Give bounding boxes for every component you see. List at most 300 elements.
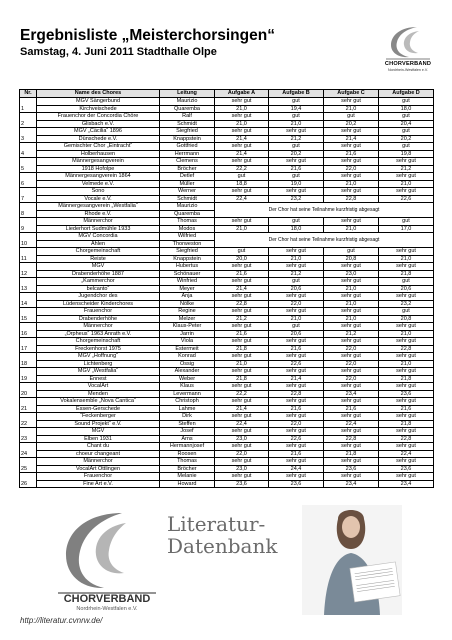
score-b: sehr gut: [269, 188, 324, 196]
choir-name: Männergesangverein 1864: [37, 173, 160, 181]
choir-number: 13: [20, 278, 37, 293]
score-d: 21,8: [379, 270, 434, 278]
score-a: 21,6: [215, 270, 269, 278]
table-row: [20, 300, 434, 308]
choir-name: Männerchor: [37, 218, 160, 226]
score-d: 21,0: [379, 360, 434, 368]
choir-name: Frauenchor der Concordia Chöre: [37, 113, 160, 121]
choir-number: 24: [20, 443, 37, 458]
choir-conductor: Klaus: [160, 383, 215, 391]
choir-conductor: Herrmann: [160, 150, 215, 158]
score-d: 22,6: [379, 195, 434, 203]
score-c: 21,0: [324, 225, 379, 233]
score-c: sehr gut: [324, 98, 379, 106]
score-c: 21,2: [324, 330, 379, 338]
score-b: 23,2: [269, 195, 324, 203]
choir-name: Männerchor: [37, 458, 160, 466]
score-d: sehr gut: [379, 293, 434, 301]
score-a: 22,2: [215, 165, 269, 173]
score-c: gut: [324, 248, 379, 256]
score-b: sehr gut: [269, 398, 324, 406]
choir-conductor: Weber: [160, 375, 215, 383]
score-b: 21,0: [269, 255, 324, 263]
choir-conductor: Bröcher: [160, 165, 215, 173]
choir-conductor: Estermeit: [160, 345, 215, 353]
choir-conductor: Maurizio: [160, 98, 215, 106]
score-a: 22,8: [215, 300, 269, 308]
score-b: gut: [269, 323, 324, 331]
score-c: 21,0: [324, 180, 379, 188]
choir-name: Chorgemeinschaft: [37, 248, 160, 256]
score-a: 22,2: [215, 390, 269, 398]
score-b: gut: [269, 143, 324, 151]
table-row: [20, 420, 434, 428]
score-c: sehr gut: [324, 398, 379, 406]
table-row: [20, 480, 434, 488]
score-c: 22,4: [324, 420, 379, 428]
choir-name: Liederhort Sudmühle 1933: [37, 225, 160, 233]
choir-name: Frauenchor: [37, 473, 160, 481]
choir-conductor: Siegfried: [160, 128, 215, 136]
score-a: sehr gut: [215, 128, 269, 136]
score-a: gut: [215, 248, 269, 256]
score-a: 21,8: [215, 345, 269, 353]
score-d: 22,8: [379, 345, 434, 353]
score-a: sehr gut: [215, 218, 269, 226]
score-a: 21,6: [215, 330, 269, 338]
table-row: [20, 180, 434, 188]
score-a: sehr gut: [215, 158, 269, 166]
choir-number: 4: [20, 143, 37, 158]
chorverband-swoosh-icon: [383, 23, 433, 61]
score-d: sehr gut: [379, 323, 434, 331]
score-d: 19,8: [379, 150, 434, 158]
score-c: sehr gut: [324, 308, 379, 316]
table-row: [20, 315, 434, 323]
choir-name: Essen-Gerschede: [37, 405, 160, 413]
score-b: sehr gut: [269, 458, 324, 466]
choir-conductor: Knappstein: [160, 135, 215, 143]
score-d: 23,2: [379, 300, 434, 308]
table-row: [20, 360, 434, 368]
table-row: [20, 323, 434, 331]
score-d: sehr gut: [379, 443, 434, 451]
score-a: sehr gut: [215, 188, 269, 196]
score-a: sehr gut: [215, 323, 269, 331]
score-c: sehr gut: [324, 173, 379, 181]
score-c: sehr gut: [324, 323, 379, 331]
column-header: Aufgabe B: [269, 90, 324, 98]
score-a: 21,4: [215, 405, 269, 413]
score-d: sehr gut: [379, 353, 434, 361]
score-c: sehr gut: [324, 218, 379, 226]
score-a: sehr gut: [215, 413, 269, 421]
footer-url[interactable]: http://literatur.cvnrw.de/: [20, 616, 103, 625]
choir-conductor: Schmidt: [160, 120, 215, 128]
table-row: [20, 353, 434, 361]
singer-photo: [302, 505, 402, 615]
choir-name: Ahlen: [37, 240, 160, 248]
choir-conductor: Melzer: [160, 315, 215, 323]
logo-brand: CHORVERBAND: [384, 61, 432, 67]
table-row: [20, 158, 434, 166]
column-header: Aufgabe D: [379, 90, 434, 98]
table-row: [20, 413, 434, 421]
score-b: 21,4: [269, 375, 324, 383]
table-row: [20, 368, 434, 376]
score-a: 23,0: [215, 435, 269, 443]
score-a: sehr gut: [215, 398, 269, 406]
table-row: [20, 375, 434, 383]
score-a: 21,0: [215, 360, 269, 368]
choir-number: 15: [20, 308, 37, 323]
choir-name: MGV „Hoffnung“: [37, 353, 160, 361]
table-row: [20, 135, 434, 143]
page-title: Ergebnisliste „Meisterchorsingen“: [20, 27, 275, 44]
choir-conductor: Klaus-Peter: [160, 323, 215, 331]
score-c: 20,8: [324, 255, 379, 263]
choir-number: 3: [20, 128, 37, 143]
score-d: 21,6: [379, 405, 434, 413]
chorverband-banner-logo: [52, 505, 162, 615]
score-c: 21,0: [324, 315, 379, 323]
choir-number: 23: [20, 428, 37, 443]
score-b: sehr gut: [269, 158, 324, 166]
score-c: sehr gut: [324, 443, 379, 451]
score-b: 20,2: [269, 150, 324, 158]
score-a: 21,4: [215, 135, 269, 143]
banner-brand-text: CHORVERBAND: [63, 593, 151, 605]
score-a: sehr gut: [215, 383, 269, 391]
choir-name: Chorgemeinschaft: [37, 338, 160, 346]
choir-number: 18: [20, 353, 37, 368]
choir-conductor: Levermann: [160, 390, 215, 398]
choir-conductor: Meyer: [160, 285, 215, 293]
choir-name: VocalArt Ottlingen: [37, 465, 160, 473]
score-d: 21,0: [379, 330, 434, 338]
table-row: [20, 105, 434, 113]
column-header: Nr.: [20, 90, 37, 98]
score-b: sehr gut: [269, 383, 324, 391]
choir-name: Lichtenberg: [37, 360, 160, 368]
table-row: [20, 428, 434, 436]
choir-conductor: Howard: [160, 480, 215, 488]
score-a: 22,4: [215, 420, 269, 428]
score-b: sehr gut: [269, 263, 324, 271]
score-d: 20,8: [379, 315, 434, 323]
table-header-row: [20, 90, 434, 98]
score-c: sehr gut: [324, 263, 379, 271]
table-row: [20, 98, 434, 106]
score-b: sehr gut: [269, 428, 324, 436]
score-b: 20,6: [269, 330, 324, 338]
choir-number: 2: [20, 113, 37, 128]
score-d: sehr gut: [379, 338, 434, 346]
choir-number: 14: [20, 293, 37, 308]
score-b: 20,6: [269, 285, 324, 293]
choir-name: Jugendchor des: [37, 293, 160, 301]
score-b: gut: [269, 218, 324, 226]
score-b: sehr gut: [269, 308, 324, 316]
score-b: gut: [269, 113, 324, 121]
score-d: gut: [379, 308, 434, 316]
score-c: sehr gut: [324, 383, 379, 391]
choir-number: 6: [20, 173, 37, 188]
table-row: [20, 225, 434, 233]
score-b: 22,6: [269, 360, 324, 368]
table-row: [20, 390, 434, 398]
score-c: 22,0: [324, 165, 379, 173]
choir-name: Menden: [37, 390, 160, 398]
score-d: sehr gut: [379, 368, 434, 376]
choir-conductor: Werner: [160, 188, 215, 196]
score-d: 20,4: [379, 120, 434, 128]
table-row: [20, 383, 434, 391]
choir-name: Sono: [37, 188, 160, 196]
choir-name: MGV Concordia: [37, 233, 160, 241]
banner-title-line2: Datenbank: [167, 534, 278, 558]
column-header: Aufgabe A: [215, 90, 269, 98]
score-a: 21,0: [215, 225, 269, 233]
score-a: 18,8: [215, 180, 269, 188]
choir-name: Velmede e.V.: [37, 180, 160, 188]
choir-conductor: Roosen: [160, 450, 215, 458]
table-row: [20, 263, 434, 271]
choir-name: Rhode e.V.: [37, 210, 160, 218]
score-b: 19,0: [269, 180, 324, 188]
score-d: sehr gut: [379, 458, 434, 466]
table-row: [20, 458, 434, 466]
choir-name: Elben 1931: [37, 435, 160, 443]
score-c: sehr gut: [324, 188, 379, 196]
score-b: 21,2: [269, 270, 324, 278]
score-a: 20,0: [215, 255, 269, 263]
choir-conductor: Christoph: [160, 398, 215, 406]
score-c: 22,0: [324, 345, 379, 353]
score-c: 23,6: [324, 465, 379, 473]
score-a: sehr gut: [215, 443, 269, 451]
score-c: sehr gut: [324, 278, 379, 286]
choir-number: 22: [20, 413, 37, 428]
score-b: 21,6: [269, 405, 324, 413]
choir-number: 10: [20, 233, 37, 248]
choir-name: Kirchveischede: [37, 105, 160, 113]
choir-number: 5: [20, 158, 37, 173]
choir-conductor: Thomas: [160, 218, 215, 226]
banner-title: [167, 513, 297, 557]
choir-conductor: Josef: [160, 428, 215, 436]
score-b: 21,6: [269, 345, 324, 353]
score-b: sehr gut: [269, 353, 324, 361]
choir-conductor: Modos: [160, 225, 215, 233]
choir-conductor: Steffen: [160, 420, 215, 428]
score-a: sehr gut: [215, 308, 269, 316]
score-d: sehr gut: [379, 428, 434, 436]
choir-name: Fine Art e.V.: [37, 480, 160, 488]
table-row: [20, 293, 434, 301]
score-d: 21,8: [379, 375, 434, 383]
choir-conductor: Nölke: [160, 300, 215, 308]
score-a: gut: [215, 173, 269, 181]
score-b: 21,0: [269, 120, 324, 128]
choir-name: MGV „Cäcilia“ 1896: [37, 128, 160, 136]
score-c: sehr gut: [324, 158, 379, 166]
choir-conductor: Ossig: [160, 360, 215, 368]
choir-conductor: Winfried: [160, 278, 215, 286]
choir-conductor: Schmidt: [160, 195, 215, 203]
choir-conductor: Lahme: [160, 405, 215, 413]
score-c: 22,8: [324, 435, 379, 443]
choir-conductor: Müller: [160, 180, 215, 188]
score-d: 18,0: [379, 105, 434, 113]
choir-number: 9: [20, 218, 37, 233]
choir-conductor: Melanie: [160, 473, 215, 481]
choir-name: Sound Projekt“ e.V.: [37, 420, 160, 428]
choir-name: “Feckenberger: [37, 413, 160, 421]
choir-conductor: Detlef: [160, 173, 215, 181]
score-c: 21,6: [324, 405, 379, 413]
table-row: [20, 398, 434, 406]
score-a: sehr gut: [215, 353, 269, 361]
table-row: [20, 443, 434, 451]
score-c: sehr gut: [324, 428, 379, 436]
score-b: sehr gut: [269, 128, 324, 136]
score-b: gut: [269, 173, 324, 181]
score-a: 22,4: [215, 195, 269, 203]
score-c: 22,0: [324, 375, 379, 383]
choir-name: Glisbach e.V.: [37, 120, 160, 128]
score-d: 23,4: [379, 480, 434, 488]
column-header: Aufgabe C: [324, 90, 379, 98]
choir-number: 8: [20, 203, 37, 218]
score-d: gut: [379, 278, 434, 286]
score-b: gut: [269, 98, 324, 106]
table-row: [20, 120, 434, 128]
logo-tagline: Nordrhein-Westfalen e.V.: [388, 68, 428, 72]
score-d: sehr gut: [379, 188, 434, 196]
score-c: sehr gut: [324, 128, 379, 136]
choir-conductor: Quaremba: [160, 105, 215, 113]
score-b: 22,0: [269, 300, 324, 308]
choir-conductor: Viola: [160, 338, 215, 346]
score-b: 24,4: [269, 465, 324, 473]
score-b: 21,0: [269, 315, 324, 323]
choir-name: Männergesangverein: [37, 158, 160, 166]
score-d: gut: [379, 218, 434, 226]
score-c: 21,0: [324, 300, 379, 308]
table-row: [20, 285, 434, 293]
score-b: 21,6: [269, 450, 324, 458]
score-d: gut: [379, 98, 434, 106]
score-a: sehr gut: [215, 458, 269, 466]
table-row: [20, 308, 434, 316]
score-c: 22,0: [324, 360, 379, 368]
choir-conductor: Schönauer: [160, 270, 215, 278]
score-b: 21,6: [269, 165, 324, 173]
choir-name: MGV: [37, 263, 160, 271]
table-row: [20, 203, 434, 211]
choir-conductor: Quaremba: [160, 210, 215, 218]
score-b: 18,0: [269, 225, 324, 233]
table-row: [20, 278, 434, 286]
score-a: 21,4: [215, 150, 269, 158]
score-c: 21,6: [324, 150, 379, 158]
choir-name: VocalArt: [37, 383, 160, 391]
table-row: [20, 218, 434, 226]
score-d: 22,8: [379, 435, 434, 443]
score-b: sehr gut: [269, 248, 324, 256]
table-row: [20, 405, 434, 413]
banner-tagline: Nordrhein-Westfalen e.V.: [76, 606, 138, 612]
score-c: gut: [324, 113, 379, 121]
score-d: 22,4: [379, 450, 434, 458]
score-c: sehr gut: [324, 338, 379, 346]
score-a: sehr gut: [215, 368, 269, 376]
choir-number: 16: [20, 323, 37, 338]
choir-name: Reiste: [37, 255, 160, 263]
score-d: 20,6: [379, 285, 434, 293]
score-a: sehr gut: [215, 278, 269, 286]
choir-conductor: Siegfried: [160, 248, 215, 256]
score-a: sehr gut: [215, 113, 269, 121]
choir-name: „Orpheus“ 1963 Anrath e.V.: [37, 330, 160, 338]
score-d: 17,0: [379, 225, 434, 233]
table-row: [20, 113, 434, 121]
choir-name: Vocale e.V.: [37, 195, 160, 203]
score-c: 21,0: [324, 105, 379, 113]
score-d: gut: [379, 143, 434, 151]
results-table: [19, 89, 434, 488]
choir-conductor: Thorweston: [160, 240, 215, 248]
choir-name: MGV: [37, 428, 160, 436]
score-b: sehr gut: [269, 368, 324, 376]
literature-database-banner: [52, 505, 402, 615]
score-b: sehr gut: [269, 443, 324, 451]
choir-name: MGV „Westfalia“: [37, 368, 160, 376]
table-row: [20, 450, 434, 458]
table-row: [20, 188, 434, 196]
table-row: [20, 330, 434, 338]
score-b: 21,2: [269, 135, 324, 143]
choir-conductor: Knappstein: [160, 255, 215, 263]
choir-conductor: Maurizio: [160, 203, 215, 211]
choir-conductor: Hubertus: [160, 263, 215, 271]
choir-name: Drabenderhöhe 1887: [37, 270, 160, 278]
choir-number: 21: [20, 398, 37, 413]
table-row: [20, 465, 434, 473]
table-row: [20, 473, 434, 481]
withdrawal-note: Der Chor hat seine Teilnahme kurzfristig abgesagt: [215, 203, 434, 218]
choir-name: Lüdenscheider Kinderchores: [37, 300, 160, 308]
banner-title-line1: Literatur-: [167, 512, 266, 536]
score-d: sehr gut: [379, 398, 434, 406]
score-d: 21,8: [379, 420, 434, 428]
choir-conductor: Konrad: [160, 353, 215, 361]
score-c: sehr gut: [324, 473, 379, 481]
score-a: sehr gut: [215, 428, 269, 436]
score-c: 21,8: [324, 450, 379, 458]
choir-name: 1918 Hofolpe: [37, 165, 160, 173]
score-a: sehr gut: [215, 143, 269, 151]
score-b: 19,4: [269, 105, 324, 113]
choir-conductor: Gottfried: [160, 143, 215, 151]
choir-name: Männerchor: [37, 323, 160, 331]
score-c: sehr gut: [324, 293, 379, 301]
score-c: sehr gut: [324, 458, 379, 466]
withdrawal-note: Der Chor hat seine Teilnahme kurzfristig abgesagt: [215, 233, 434, 248]
choir-name: MGV Sängerbund: [37, 98, 160, 106]
score-a: sehr gut: [215, 338, 269, 346]
